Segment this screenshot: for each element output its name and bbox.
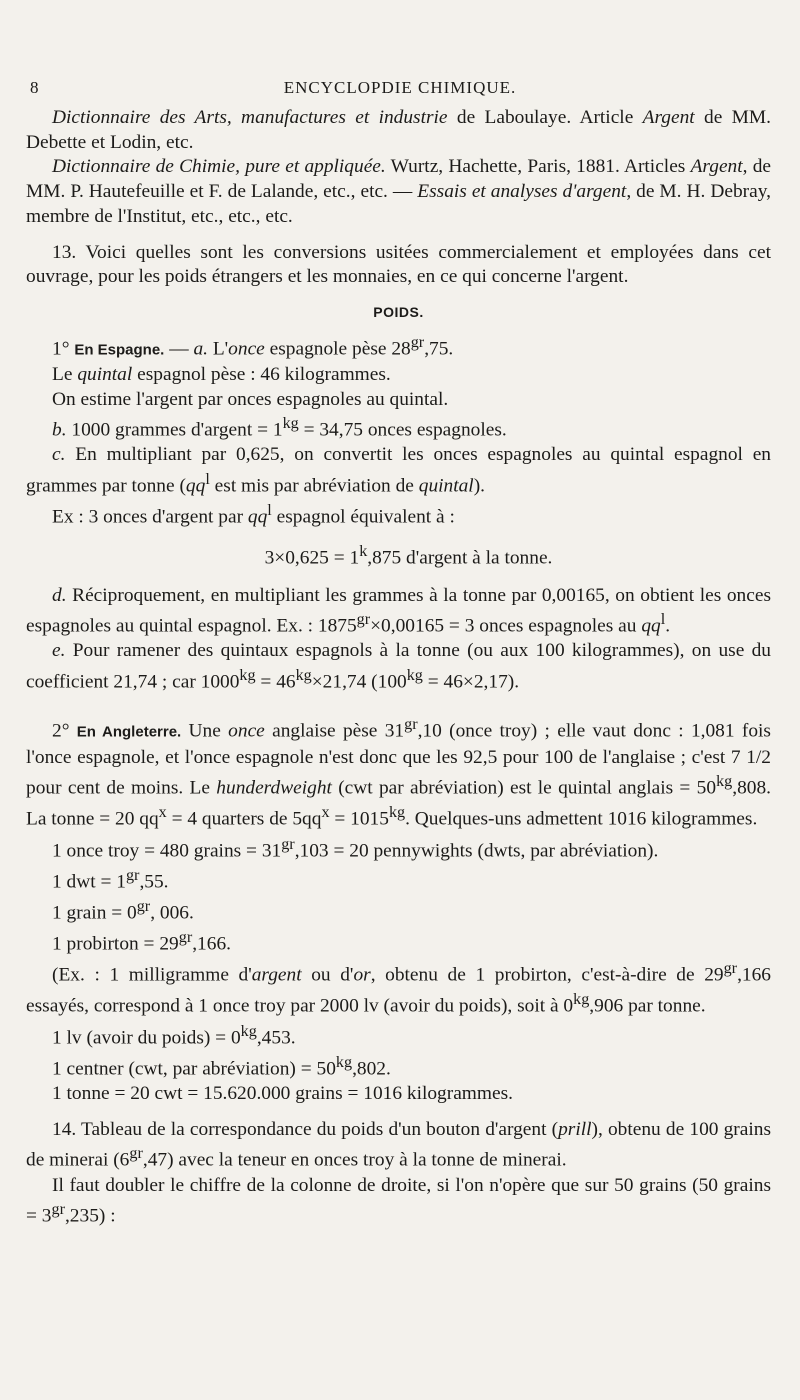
paragraph: 1° En Espagne. — a. L'once espagnole pèse $28^{gr},75$.	[52, 333, 454, 360]
paragraph: d. Réciproquement, en multipliant les grammes à la tonne par 0,00165, on obtient les onces espagnoles au quintal espagnol. Ex. : $1875^{gr}\times 0,00165 = 3$ onces espagnoles au $qq^l$.	[26, 584, 771, 637]
paragraph: 13. Voici quelles sont les conversions usitées commercialement et employées dans cet ouvrage, pour les poids étrangers et les monnaies, en ce qui concerne l'argent.	[26, 241, 771, 288]
paragraph: c. En multipliant par 0,625, on convertit les onces espagnoles au quintal espagnol en grammes par tonne ($qq^l$ est mis par abréviation de quintal).	[26, 444, 771, 497]
paragraph: 1 probirton = $29^{gr},166$.	[52, 929, 231, 955]
section-heading: POIDS.	[373, 303, 424, 320]
paragraph: 1 tonne = 20 cwt = 15.620.000 grains = 1016 kilogrammes.	[52, 1082, 513, 1104]
running-title: ENCYCLOPDIE CHIMIQUE.	[283, 78, 517, 97]
paragraph: Dictionnaire des Arts, manufactures et industrie de Laboulaye. Article Argent de MM. Debette et Lodin, etc.	[26, 107, 772, 153]
paragraph: e. Pour ramener des quintaux espagnols à la tonne (ou aux 100 kilogrammes), on use du coefficient 21,74 ; car $1000^{kg} = 46^{kg}\times 21,74$ $(100^{kg} = 46\times 2,17)$.	[26, 640, 771, 693]
paragraph: On estime l'argent par onces espagnoles au quintal.	[52, 388, 449, 410]
paragraph: (Ex. : 1 milligramme d'argent ou d'or, obtenu de 1 probirton, c'est-à-dire de $29^{gr},166$ essayés, correspond à 1 once troy par 2000 lv (avoir du poids), soit à $0^{kg},906$ par tonne.	[26, 960, 771, 1017]
paragraph: 1 once troy = 480 grains = $31^{gr},103 = 20$ pennywights (dwts, par abréviation).	[52, 835, 659, 862]
paragraph: 1 centner (cwt, par abréviation) = $50^{kg},802$.	[52, 1053, 391, 1080]
paragraph: Le quintal espagnol pèse : 46 kilogrammes.	[52, 363, 391, 385]
paragraph: 1 lv (avoir du poids) = $0^{kg},453$.	[52, 1022, 296, 1049]
page-number: 8	[30, 78, 40, 97]
paragraph: Ex : 3 onces d'argent par $qq^l$ espagnol équivalent à :	[52, 502, 455, 528]
paragraph: 14. Tableau de la correspondance du poids d'un bouton d'argent (prill), obtenu de 100 grains de minerai $(6^{gr},47)$ avec la teneur en onces troy à la tonne de minerai.	[26, 1118, 771, 1171]
paragraph: Dictionnaire de Chimie, pure et appliquée. Wurtz, Hachette, Paris, 1881. Articles Argent, de MM. P. Hautefeuille et F. de Lalande, etc., etc. — Essais et analyses d'argent, de M. H. Debray, membre de l'Institut, etc., etc., etc.	[26, 156, 772, 227]
paragraph: 1 grain = $0^{gr}$, 006.	[52, 897, 194, 924]
paragraph: b. 1000 grammes d'argent = $1^{kg} = 34,75$ onces espagnoles.	[52, 415, 507, 441]
page-body	[26, 106, 771, 1229]
formula: $3\times 0,625 = 1^k,875$ d'argent à la tonne.	[264, 543, 553, 569]
paragraph: 2° En Angleterre. Une once anglaise pèse $31^{gr},10$ (once troy) ; elle vaut donc : 1,081 fois l'once espagnole, et l'once espagnole n'est donc que les 92,5 pour 100 de l'anglaise ; c'est 7 1/2 pour cent de moins. Le hunderdweight (cwt par abréviation) est le quintal anglais = $50^{kg},808$. La tonne = 20 $qq^x = 4$ quarters de $5qq^x = 1015^{kg}$. Quelques-uns admettent 1016 kilogrammes.	[26, 716, 771, 830]
paragraph: 1 dwt = $1^{gr},55$.	[52, 866, 169, 893]
paragraph: Il faut doubler le chiffre de la colonne de droite, si l'on n'opère que sur 50 grains (50 grains = $3^{gr},235$) :	[26, 1174, 771, 1227]
